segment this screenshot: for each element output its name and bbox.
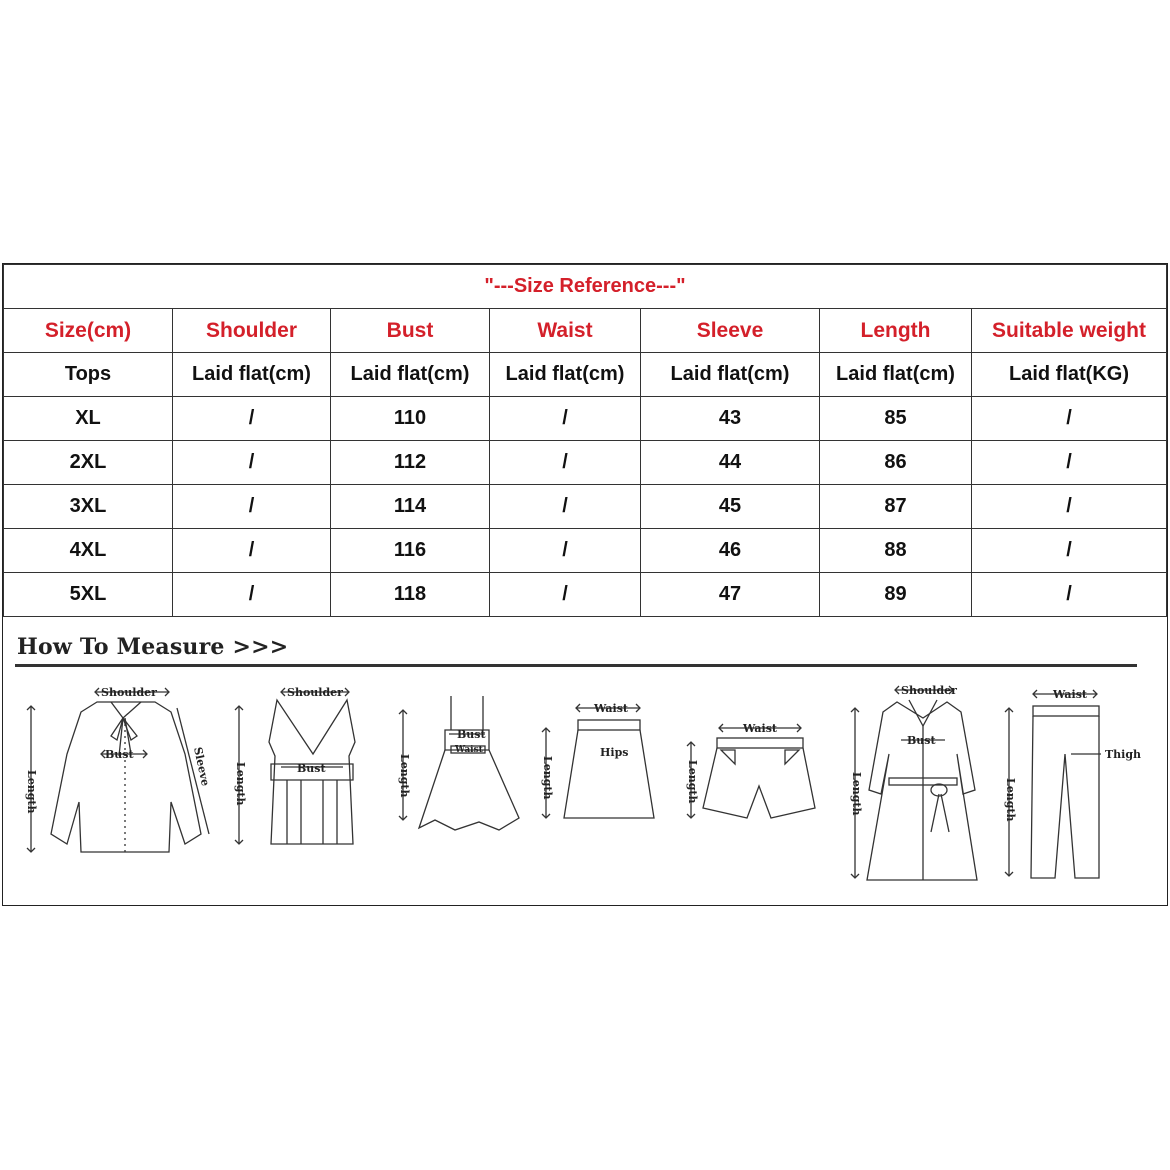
- subheader-cell: Laid flat(cm): [820, 353, 972, 397]
- table-cell: /: [490, 485, 641, 529]
- coat-diagram: [845, 682, 985, 897]
- header-bust: Bust: [331, 309, 490, 353]
- length-label: Length: [25, 770, 38, 814]
- size-cell: 4XL: [4, 529, 173, 573]
- length-label: Length: [850, 772, 863, 816]
- waist-label: Waist: [594, 702, 628, 715]
- header-row: [4, 309, 1167, 353]
- table-row: [4, 397, 1167, 441]
- table-cell: 114: [331, 485, 490, 529]
- subheader-cell: Laid flat(cm): [173, 353, 331, 397]
- table-cell: /: [972, 441, 1167, 485]
- table-cell: 45: [641, 485, 820, 529]
- table-cell: 46: [641, 529, 820, 573]
- header-sleeve: Sleeve: [641, 309, 820, 353]
- table-cell: 110: [331, 397, 490, 441]
- size-cell: 5XL: [4, 573, 173, 617]
- table-cell: 89: [820, 573, 972, 617]
- size-cell: 3XL: [4, 485, 173, 529]
- table-cell: 85: [820, 397, 972, 441]
- length-label: Length: [234, 762, 247, 806]
- table-cell: 87: [820, 485, 972, 529]
- tank-top-diagram: [231, 684, 371, 864]
- bust-label: Bust: [907, 734, 936, 747]
- length-label: Length: [541, 756, 554, 800]
- bust-label: Bust: [457, 728, 486, 741]
- waist-label: Waist: [455, 745, 483, 755]
- table-cell: /: [173, 573, 331, 617]
- bust-label: Bust: [297, 762, 326, 775]
- size-cell: XL: [4, 397, 173, 441]
- shoulder-label: Shoulder: [901, 684, 957, 697]
- table-cell: /: [173, 397, 331, 441]
- table-cell: 116: [331, 529, 490, 573]
- waist-label: Waist: [1053, 688, 1087, 701]
- table-cell: /: [490, 441, 641, 485]
- subheader-cell: Laid flat(cm): [490, 353, 641, 397]
- how-to-measure-section: [3, 620, 1166, 905]
- table-row: [4, 441, 1167, 485]
- waist-label: Waist: [743, 722, 777, 735]
- header-size: Size(cm): [4, 309, 173, 353]
- table-cell: 112: [331, 441, 490, 485]
- table-cell: 43: [641, 397, 820, 441]
- length-label: Length: [686, 760, 699, 804]
- size-chart-sheet: [2, 263, 1168, 906]
- table-cell: /: [972, 529, 1167, 573]
- skirt-diagram: [538, 700, 668, 835]
- table-row: [4, 573, 1167, 617]
- table-cell: /: [490, 529, 641, 573]
- table-cell: /: [173, 441, 331, 485]
- table-title: "---Size Reference---": [4, 265, 1167, 309]
- table-cell: /: [972, 397, 1167, 441]
- trousers-diagram: [1001, 686, 1151, 891]
- table-cell: 118: [331, 573, 490, 617]
- subheader-cell: Laid flat(cm): [641, 353, 820, 397]
- header-weight: Suitable weight: [972, 309, 1167, 353]
- table-cell: /: [972, 573, 1167, 617]
- table-row: [4, 529, 1167, 573]
- table-cell: /: [972, 485, 1167, 529]
- subheader-cell: Laid flat(cm): [331, 353, 490, 397]
- shirt-diagram: [19, 684, 219, 864]
- table-cell: 86: [820, 441, 972, 485]
- subheader-cell: Laid flat(KG): [972, 353, 1167, 397]
- header-length: Length: [820, 309, 972, 353]
- table-row: [4, 485, 1167, 529]
- table-cell: /: [490, 573, 641, 617]
- header-waist: Waist: [490, 309, 641, 353]
- thigh-label: Thigh: [1105, 748, 1142, 761]
- sleeve-label: Sleeve: [191, 745, 212, 788]
- how-to-measure-title: How To Measure >>>: [17, 634, 289, 660]
- subheader-row: [4, 353, 1167, 397]
- table-cell: /: [490, 397, 641, 441]
- size-cell: 2XL: [4, 441, 173, 485]
- table-cell: /: [173, 485, 331, 529]
- subheader-cell: Tops: [4, 353, 173, 397]
- hips-label: Hips: [600, 746, 629, 759]
- table-cell: 88: [820, 529, 972, 573]
- table-cell: 47: [641, 573, 820, 617]
- length-label: Length: [1004, 778, 1017, 822]
- size-table: [3, 264, 1167, 617]
- shoulder-label: Shoulder: [287, 686, 343, 699]
- shorts-diagram: [681, 720, 831, 835]
- shoulder-label: Shoulder: [101, 686, 157, 699]
- bust-label: Bust: [105, 748, 134, 761]
- header-shoulder: Shoulder: [173, 309, 331, 353]
- length-label: Length: [398, 754, 411, 798]
- section-divider: [15, 664, 1137, 667]
- table-cell: 44: [641, 441, 820, 485]
- dress-diagram: [395, 690, 525, 845]
- table-cell: /: [173, 529, 331, 573]
